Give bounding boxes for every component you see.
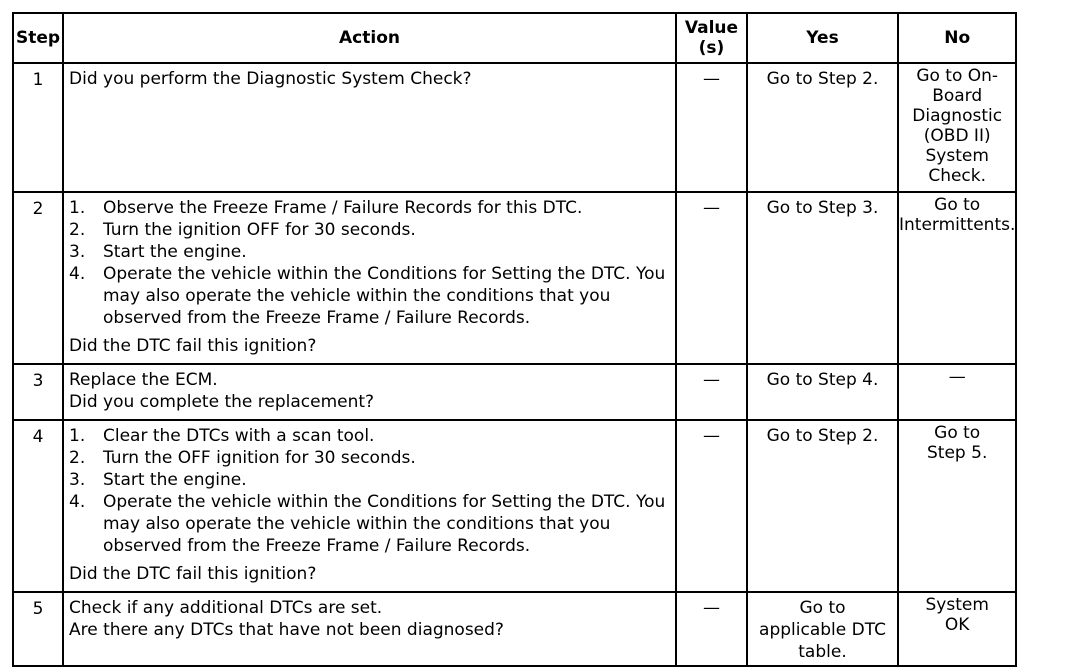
value-cell: —	[676, 192, 747, 364]
yes-cell: Go to applicable DTC table.	[747, 592, 898, 666]
action-list	[69, 197, 671, 329]
table-row	[13, 192, 1016, 364]
action-text: Replace the ECM.	[69, 370, 218, 390]
no-cell: Go to Step 5.	[898, 420, 1016, 592]
action-cell	[63, 592, 676, 666]
table-row	[13, 592, 1016, 666]
action-cell	[63, 364, 676, 420]
list-item: 3. Start the engine.	[69, 242, 247, 262]
step-number: 2	[13, 192, 63, 364]
header-action: Action	[63, 13, 676, 63]
action-question: Did the DTC fail this ignition?	[69, 336, 317, 356]
action-list	[69, 425, 671, 557]
diagnostic-table	[12, 12, 1017, 667]
yes-cell: Go to Step 3.	[747, 192, 898, 364]
list-item: 2. Turn the OFF ignition for 30 seconds.	[69, 448, 416, 468]
table-row	[13, 63, 1016, 192]
value-cell: —	[676, 63, 747, 192]
diagnostic-table-sheet	[12, 12, 1017, 667]
value-cell: —	[676, 364, 747, 420]
value-cell: —	[676, 592, 747, 666]
action-text: Check if any additional DTCs are set.	[69, 598, 383, 618]
action-question: Are there any DTCs that have not been diagnosed?	[69, 620, 504, 640]
header-value: Value (s)	[676, 13, 747, 63]
no-cell: Go to On-Board Diagnostic (OBD II) System Check.	[898, 63, 1016, 192]
yes-cell: Go to Step 2.	[747, 63, 898, 192]
header-no: No	[898, 13, 1016, 63]
no-cell: —	[898, 364, 1016, 420]
step-number: 4	[13, 420, 63, 592]
action-text: Did you perform the Diagnostic System Check?	[69, 69, 472, 89]
yes-cell: Go to Step 2.	[747, 420, 898, 592]
no-cell: Go to Intermittents.	[898, 192, 1016, 364]
step-number: 1	[13, 63, 63, 192]
no-cell: System OK	[898, 592, 1016, 666]
list-item: 4. Operate the vehicle within the Conditions for Setting the DTC. You may also operate the vehicle within the conditions that you observed from the Freeze Frame / Failure Records.	[69, 492, 666, 556]
table-row	[13, 364, 1016, 420]
value-cell: —	[676, 420, 747, 592]
list-item: 4. Operate the vehicle within the Conditions for Setting the DTC. You may also operate the vehicle within the conditions that you observed from the Freeze Frame / Failure Records.	[69, 264, 666, 328]
action-cell	[63, 63, 676, 192]
list-item: 2. Turn the ignition OFF for 30 seconds.	[69, 220, 416, 240]
table-row	[13, 420, 1016, 592]
list-item: 3. Start the engine.	[69, 470, 247, 490]
action-question: Did the DTC fail this ignition?	[69, 564, 317, 584]
action-question: Did you complete the replacement?	[69, 392, 375, 412]
header-step: Step	[13, 13, 63, 63]
step-number: 5	[13, 592, 63, 666]
list-item: 1. Clear the DTCs with a scan tool.	[69, 426, 375, 446]
action-cell	[63, 420, 676, 592]
header-row	[13, 13, 1016, 63]
step-number: 3	[13, 364, 63, 420]
list-item: 1. Observe the Freeze Frame / Failure Records for this DTC.	[69, 198, 583, 218]
yes-cell: Go to Step 4.	[747, 364, 898, 420]
action-cell	[63, 192, 676, 364]
header-yes: Yes	[747, 13, 898, 63]
